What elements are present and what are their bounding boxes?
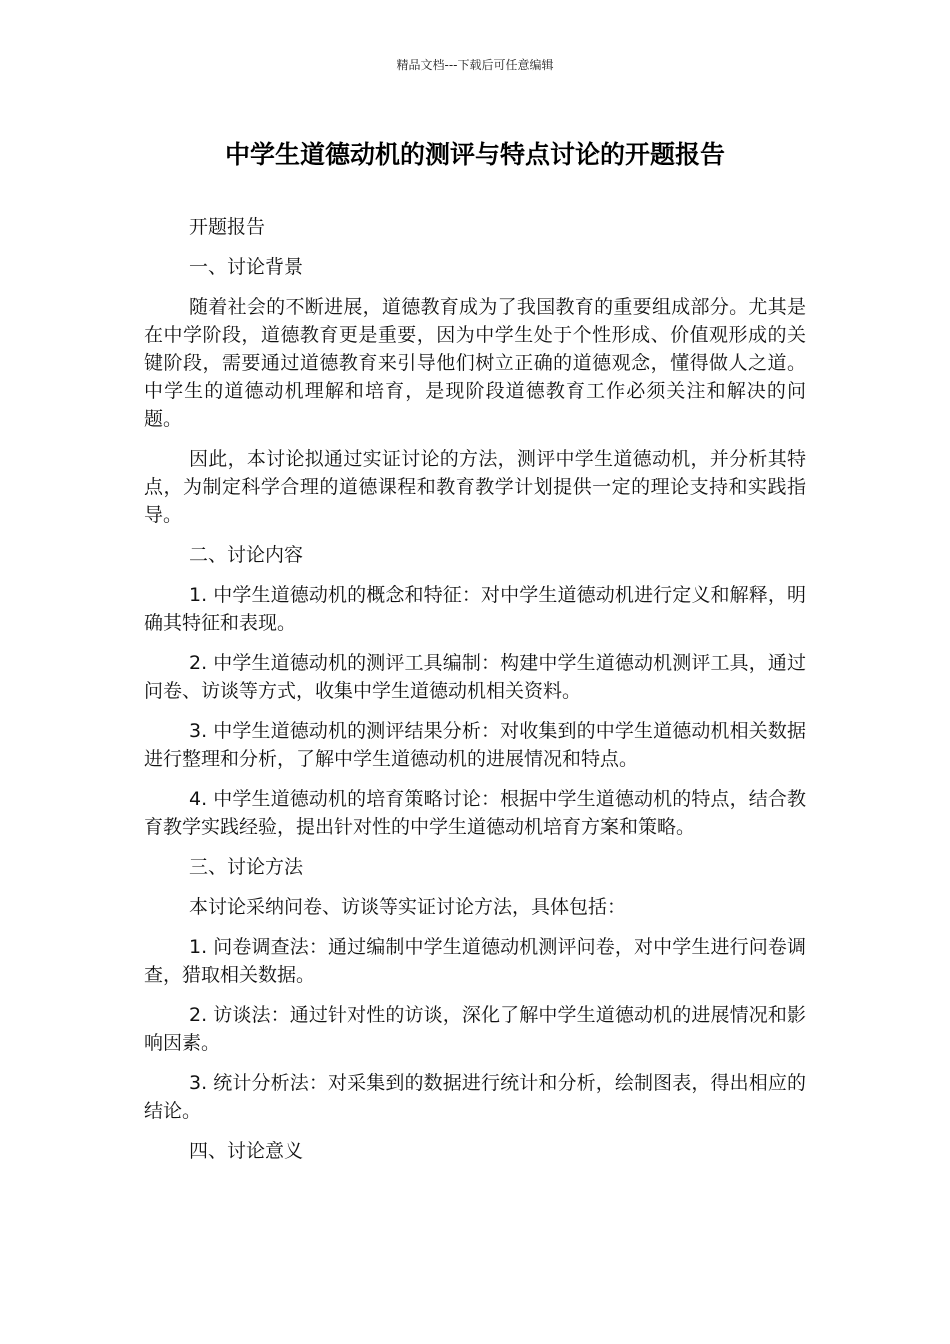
paragraph: 本讨论采纳问卷、访谈等实证讨论方法，具体包括：	[189, 896, 627, 918]
list-item: 1. 中学生道德动机的概念和特征：对中学生道德动机进行定义和解释，明确其特征和表现。	[144, 584, 806, 634]
list-item: 3. 统计分析法：对采集到的数据进行统计和分析，绘制图表，得出相应的结论。	[144, 1072, 806, 1122]
section-heading-significance: 四、讨论意义	[189, 1140, 304, 1162]
list-item: 1. 问卷调查法：通过编制中学生道德动机测评问卷，对中学生进行问卷调查，猎取相关数据。	[144, 936, 806, 986]
section-label: 开题报告	[189, 216, 266, 238]
list-item: 3. 中学生道德动机的测评结果分析：对收集到的中学生道德动机相关数据进行整理和分析，了解中学生道德动机的进展情况和特点。	[144, 720, 806, 770]
document-body	[144, 213, 806, 1177]
paragraph: 因此，本讨论拟通过实证讨论的方法，测评中学生道德动机，并分析其特点，为制定科学合理的道德课程和教育教学计划提供一定的理论支持和实践指导。	[144, 448, 806, 526]
paragraph: 随着社会的不断进展，道德教育成为了我国教育的重要组成部分。尤其是在中学阶段，道德教育更是重要，因为中学生处于个性形成、价值观形成的关键阶段，需要通过道德教育来引导他们树立正确的道德观念，懂得做人之道。中学生的道德动机理解和培育，是现阶段道德教育工作必须关注和解决的问题。	[144, 296, 806, 430]
list-item: 2. 中学生道德动机的测评工具编制：构建中学生道德动机测评工具，通过问卷、访谈等方式，收集中学生道德动机相关资料。	[144, 652, 806, 702]
page-header-watermark: 精品文档---下载后可任意编辑	[396, 58, 554, 72]
section-heading-content: 二、讨论内容	[189, 544, 304, 566]
section-heading-background: 一、讨论背景	[189, 256, 304, 278]
list-item: 4. 中学生道德动机的培育策略讨论：根据中学生道德动机的特点，结合教育教学实践经验，提出针对性的中学生道德动机培育方案和策略。	[144, 788, 806, 838]
list-item: 2. 访谈法：通过针对性的访谈，深化了解中学生道德动机的进展情况和影响因素。	[144, 1004, 806, 1054]
document-title: 中学生道德动机的测评与特点讨论的开题报告	[224, 140, 725, 169]
section-heading-method: 三、讨论方法	[189, 856, 304, 878]
